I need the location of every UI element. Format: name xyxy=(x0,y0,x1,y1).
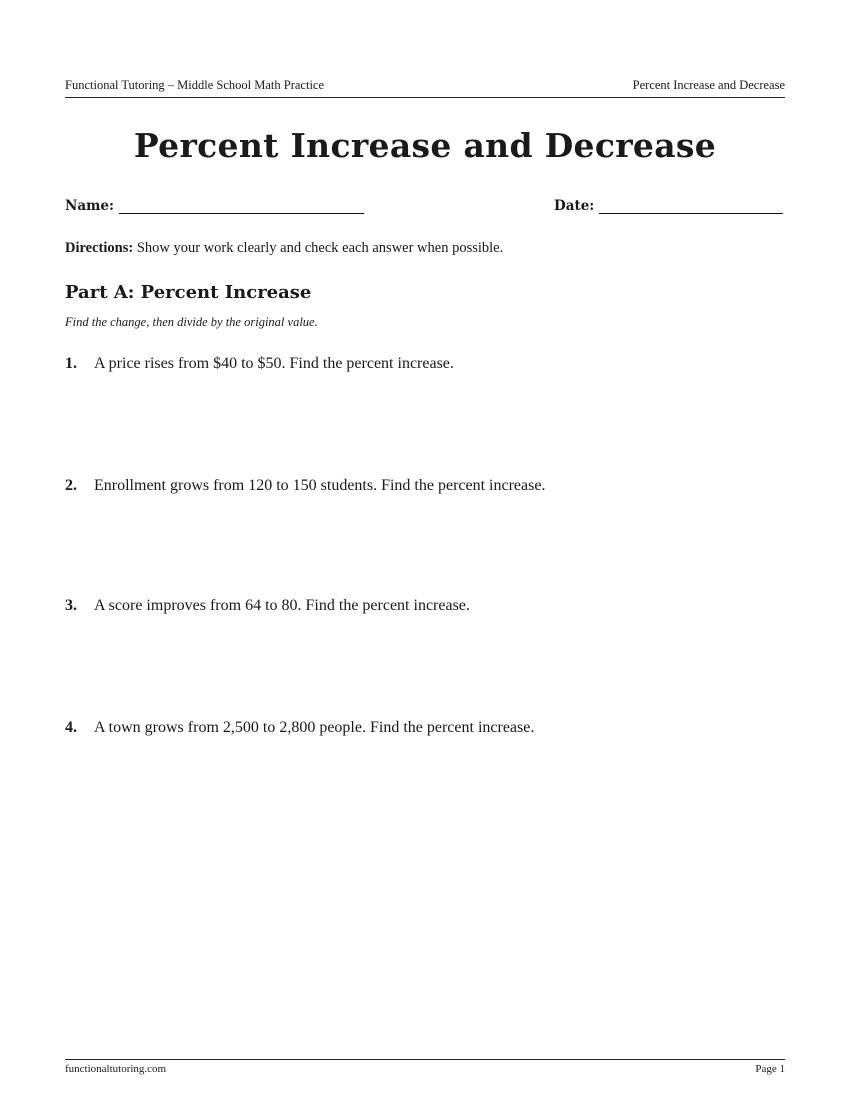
name-blank-line[interactable] xyxy=(119,199,364,214)
footer-website: functionaltutoring.com xyxy=(65,1063,167,1075)
student-info-row xyxy=(65,198,785,218)
problem-text: A town grows from 2,500 to 2,800 people. Find the percent increase. xyxy=(94,719,535,736)
footer-page-number: Page 1 xyxy=(755,1063,785,1075)
running-header xyxy=(65,78,785,98)
directions-label: Directions: xyxy=(65,240,134,256)
page-title: Percent Increase and Decrease xyxy=(133,126,717,165)
header-course-title: Functional Tutoring – Middle School Math Practice xyxy=(65,78,325,92)
problem-number: 1. xyxy=(65,355,77,372)
running-footer xyxy=(65,1059,785,1075)
problem-number: 3. xyxy=(65,597,77,614)
date-field-group xyxy=(554,198,783,214)
date-blank-line[interactable] xyxy=(599,199,783,214)
problem-text: A score improves from 64 to 80. Find the percent increase. xyxy=(94,597,470,614)
problem-number: 4. xyxy=(65,719,77,736)
name-field-group xyxy=(65,198,364,214)
problem-text: A price rises from $40 to $50. Find the percent increase. xyxy=(94,355,454,372)
section-heading: Part A: Percent Increase xyxy=(65,282,312,303)
header-topic-title: Percent Increase and Decrease xyxy=(632,78,785,92)
problem-text: Enrollment grows from 120 to 150 students. Find the percent increase. xyxy=(94,477,546,494)
directions-text: Show your work clearly and check each answer when possible. xyxy=(136,240,504,256)
problem-number: 2. xyxy=(65,477,77,494)
name-label: Name: xyxy=(65,198,114,214)
directions xyxy=(65,240,503,257)
worksheet-page xyxy=(65,0,785,1100)
date-label: Date: xyxy=(554,198,595,214)
section-instruction: Find the change, then divide by the original value. xyxy=(65,315,318,329)
